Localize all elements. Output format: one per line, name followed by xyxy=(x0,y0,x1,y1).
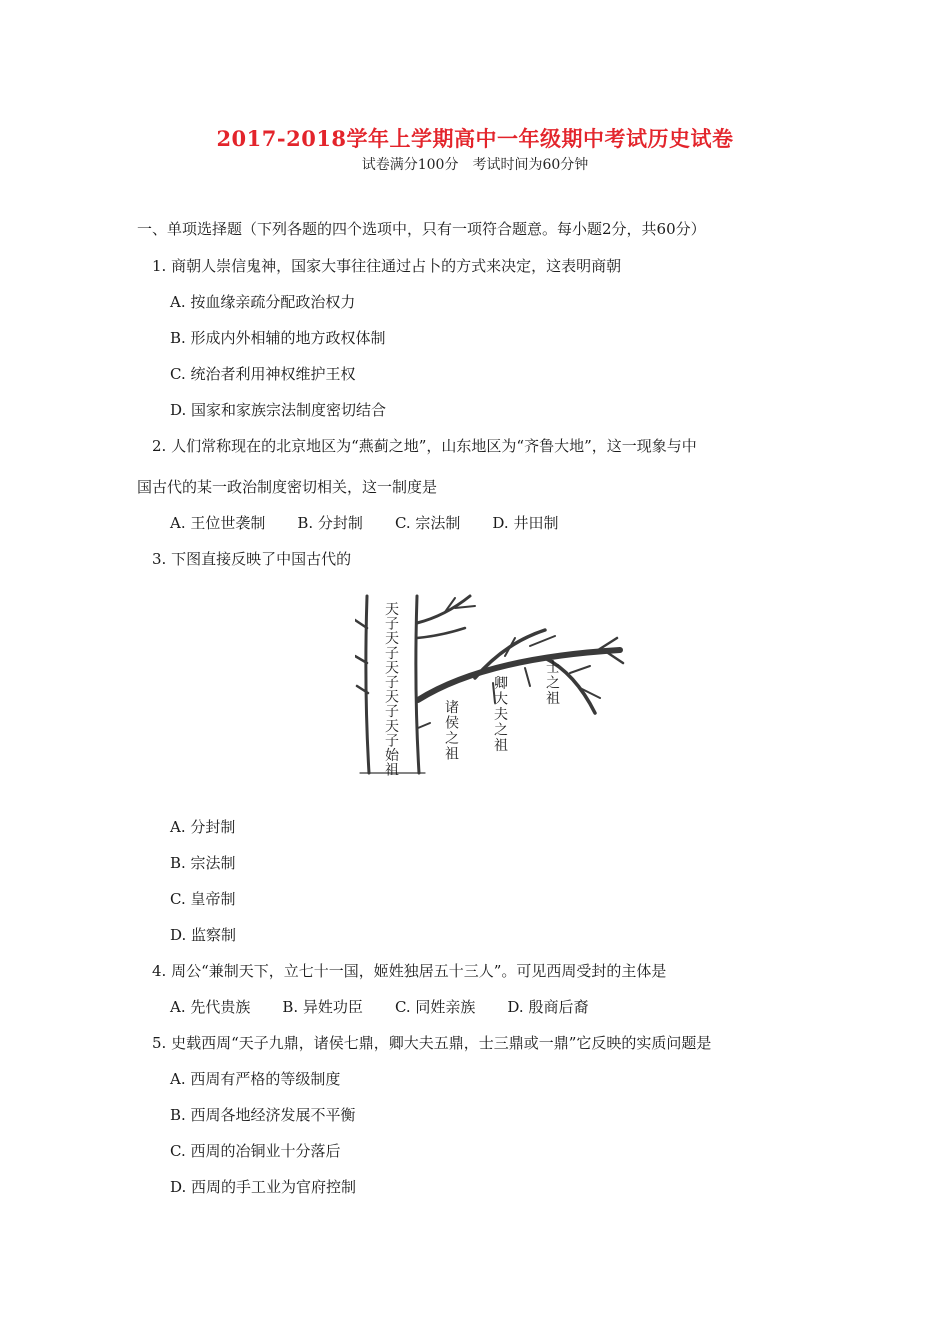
exam-title: 2017-2018学年上学期高中一年级期中考试历史试卷 xyxy=(216,126,734,151)
question-4-option-b: B. 异姓功臣 xyxy=(282,998,363,1016)
question-2-option-c: C. 宗法制 xyxy=(394,514,461,532)
question-3-option-d: D. 监察制 xyxy=(170,926,237,944)
question-1-option-a: A. 按血缘亲疏分配政治权力 xyxy=(170,293,356,311)
clan-tree-figure xyxy=(355,588,630,780)
branch-label-glyph: 之 xyxy=(546,675,560,692)
question-1-option-d: D. 国家和家族宗法制度密切结合 xyxy=(170,401,387,419)
branch-label-1 xyxy=(445,699,459,763)
branch-label-glyph: 祖 xyxy=(546,691,560,707)
question-2-options xyxy=(170,512,590,533)
question-3-option-b: B. 宗法制 xyxy=(170,854,236,872)
question-5-stem: 5. 史载西周“天子九鼎，诸侯七鼎，卿大夫五鼎，士三鼎或一鼎”它反映的实质问题是 xyxy=(152,1034,712,1052)
question-1-option-c: C. 统治者利用神权维护王权 xyxy=(170,365,356,383)
question-4-stem: 4. 周公“兼制天下，立七十一国，姬姓独居五十三人”。可见西周受封的主体是 xyxy=(152,962,667,980)
branch-label-glyph: 大 xyxy=(494,691,508,708)
question-3-option-a: A. 分封制 xyxy=(170,818,236,836)
question-4-option-d: D. 殷商后裔 xyxy=(507,998,589,1016)
branch-label-2 xyxy=(494,676,508,754)
question-2-option-a: A. 王位世袭制 xyxy=(170,514,266,532)
section-heading: 一、单项选择题（下列各题的四个选项中，只有一项符合题意。每小题2分，共60分） xyxy=(137,220,706,238)
branch-label-glyph: 之 xyxy=(445,731,459,747)
question-3-option-c: C. 皇帝制 xyxy=(170,890,236,908)
trunk-label-glyph: 始 xyxy=(385,748,399,764)
branch-label-glyph: 士 xyxy=(546,660,560,676)
trunk-label-glyph: 天 xyxy=(385,689,399,706)
trunk-label-glyph: 子 xyxy=(385,704,399,721)
question-2-stem-line1: 2. 人们常称现在的北京地区为“燕蓟之地”，山东地区为“齐鲁大地”，这一现象与中 xyxy=(152,437,697,455)
trunk-label-glyph: 天 xyxy=(385,660,399,677)
branch-label-glyph: 祖 xyxy=(494,738,508,754)
question-5-option-c: C. 西周的冶铜业十分落后 xyxy=(170,1142,341,1160)
trunk-label-glyph: 子 xyxy=(385,616,399,633)
branch-label-glyph: 卿 xyxy=(494,676,508,692)
question-4-option-a: A. 先代贵族 xyxy=(170,998,251,1016)
branch-label-glyph: 祖 xyxy=(445,746,459,763)
question-2-option-b: B. 分封制 xyxy=(297,514,363,532)
trunk-label-glyph: 子 xyxy=(385,733,399,750)
question-4-options xyxy=(170,996,620,1017)
trunk-label-glyph: 天 xyxy=(385,631,399,648)
question-2-stem-line2: 国古代的某一政治制度密切相关，这一制度是 xyxy=(137,478,438,496)
trunk-label-glyph: 祖 xyxy=(385,762,399,779)
question-4-option-c: C. 同姓亲族 xyxy=(394,998,476,1016)
question-2-option-d: D. 井田制 xyxy=(492,514,559,532)
trunk-label-glyph: 天 xyxy=(385,602,399,618)
trunk-label-glyph: 子 xyxy=(385,645,399,662)
question-1-option-b: B. 形成内外相辅的地方政权体制 xyxy=(170,329,386,347)
question-5-option-d: D. 西周的手工业为官府控制 xyxy=(170,1178,357,1196)
question-5-option-a: A. 西周有严格的等级制度 xyxy=(170,1070,341,1088)
trunk-label-glyph: 天 xyxy=(385,718,399,735)
branch-label-glyph: 诸 xyxy=(445,700,459,716)
branch-label-glyph: 之 xyxy=(494,722,508,739)
question-3-stem: 3. 下图直接反映了中国古代的 xyxy=(152,550,352,568)
exam-subtitle: 试卷满分100分 考试时间为60分钟 xyxy=(361,157,589,173)
question-5-option-b: B. 西周各地经济发展不平衡 xyxy=(170,1106,356,1124)
branch-label-glyph: 侯 xyxy=(445,715,459,732)
question-1-stem: 1. 商朝人崇信鬼神，国家大事往往通过占卜的方式来决定，这表明商朝 xyxy=(152,257,622,275)
branch-label-glyph: 夫 xyxy=(494,707,508,723)
branch-label-3 xyxy=(546,660,560,707)
trunk-labels xyxy=(385,602,400,779)
trunk-label-glyph: 子 xyxy=(385,675,399,691)
